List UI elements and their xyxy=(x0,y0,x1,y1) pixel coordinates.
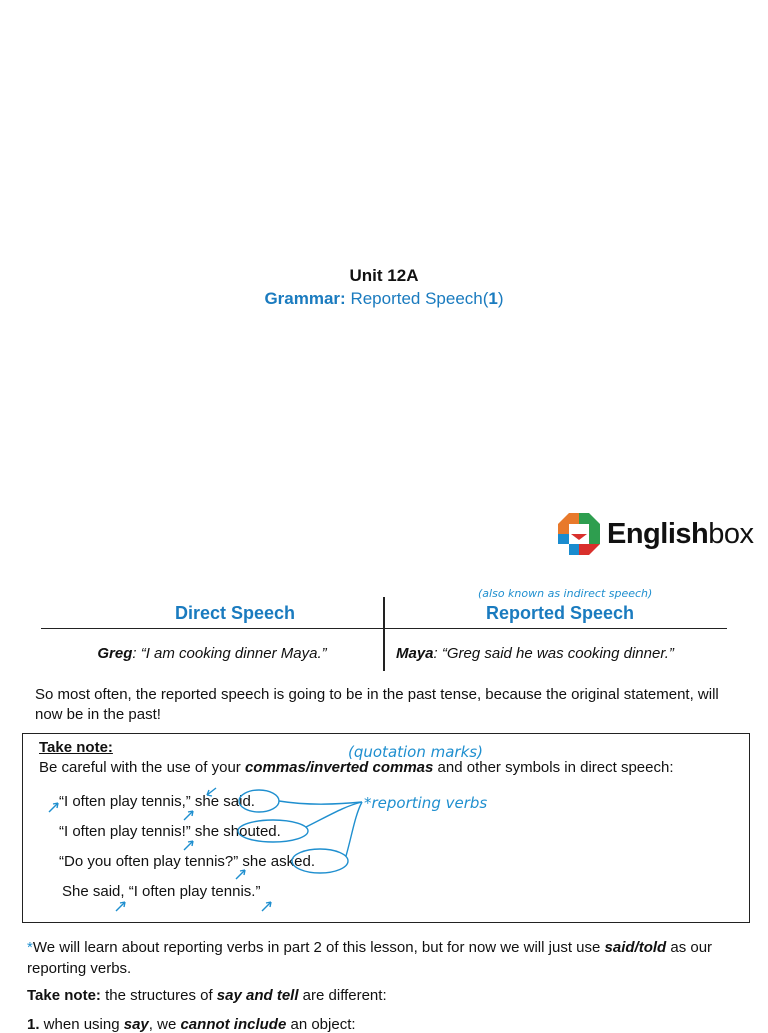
example-she-said: She said, “I often play tennis.” xyxy=(62,883,261,900)
reported-speech-example: Maya: “Greg said he was cooking dinner.” xyxy=(396,645,674,662)
topic-prefix: Reported Speech( xyxy=(350,289,489,308)
take-note-text: Be careful with the use of your commas/inverted commas and other symbols in direct speech: xyxy=(39,759,674,776)
say-tell-note: Take note: the structures of say and tell are different: xyxy=(27,987,387,1004)
reported-speech-heading: Reported Speech xyxy=(485,603,635,623)
topic-suffix: ) xyxy=(497,289,504,308)
reporting-verbs-note: *We will learn about reporting verbs in part 2 of this lesson, but for now we will just use said/told as our reporting verbs. xyxy=(27,939,713,977)
logo-mark-icon xyxy=(557,512,601,556)
indirect-speech-annotation: (also known as indirect speech) xyxy=(478,587,653,600)
past-tense-explanation: So most often, the reported speech is going to be in the past tense, because the original statement, will now be in the past! xyxy=(35,686,719,723)
quotation-marks-annotation: (quotation marks) xyxy=(348,743,483,761)
take-note-title: Take note: xyxy=(39,739,113,756)
example-asked: “Do you often play tennis?” she asked. xyxy=(59,853,315,870)
lesson-subtitle xyxy=(0,289,768,309)
grammar-label: Grammar: xyxy=(264,289,346,308)
reporting-verbs-annotation: *reporting verbs xyxy=(364,794,488,812)
englishbox-logo xyxy=(557,512,757,556)
direct-speech-heading: Direct Speech xyxy=(174,603,296,623)
say-rule-1: 1. when using say, we cannot include an object: xyxy=(27,1016,356,1033)
topic-number: 1 xyxy=(488,289,498,308)
unit-title: Unit 12A xyxy=(349,266,419,285)
direct-speech-example: Greg: “I am cooking dinner Maya.” xyxy=(97,645,327,662)
table-divider-vertical xyxy=(383,597,385,671)
example-shouted: “I often play tennis!” she shouted. xyxy=(59,823,281,840)
logo-text: Englishbox xyxy=(607,518,754,550)
example-said: “I often play tennis,” she said. xyxy=(59,793,255,810)
